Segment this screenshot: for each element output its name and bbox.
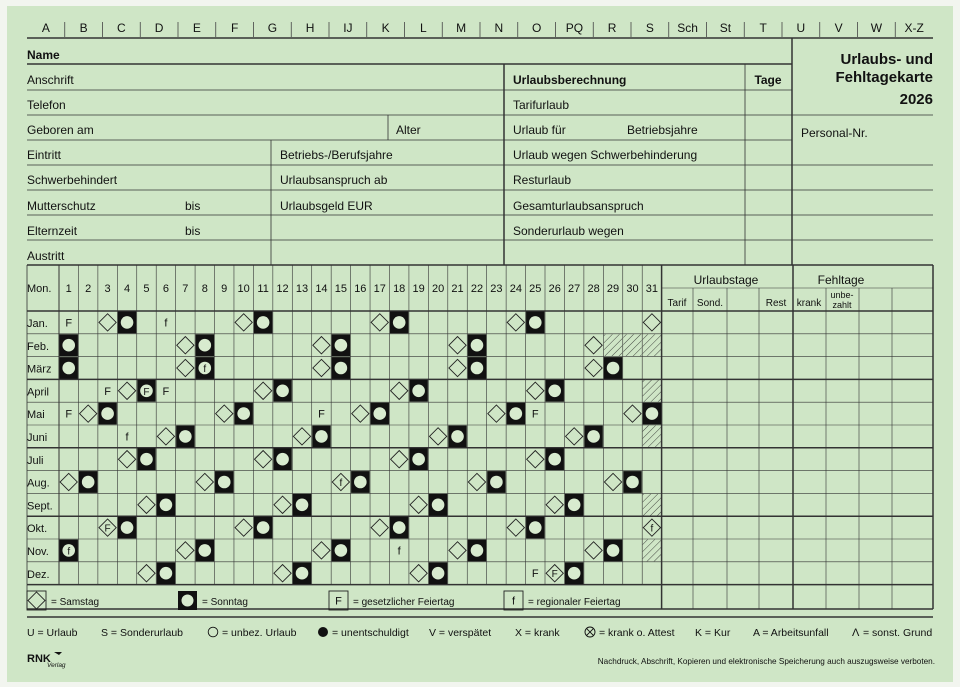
- saturday-diamond: [546, 496, 563, 513]
- sunday-circle-icon: [490, 476, 503, 489]
- sunday-circle-icon: [257, 316, 270, 329]
- sunday-circle-icon: [257, 521, 270, 534]
- unbez-circle-icon: [208, 627, 218, 637]
- saturday-diamond: [643, 314, 660, 331]
- unbezahlt-subheading-1: unbe-: [830, 290, 854, 300]
- copyright-notice: Nachdruck, Abschrift, Kopieren und elektronische Speicherung auch auszugsweise verboten.: [597, 657, 935, 666]
- saturday-diamond: [449, 337, 466, 354]
- mon-label: Mon.: [27, 283, 52, 295]
- holiday-mark: f: [164, 317, 168, 330]
- code-sonst: = sonst. Grund: [863, 627, 933, 639]
- saturday-diamond: [235, 519, 252, 536]
- sunday-circle-icon: [393, 316, 406, 329]
- month-label: Juni: [27, 432, 48, 444]
- month-label: April: [27, 386, 50, 399]
- legend-sonntag-text: = Sonntag: [202, 597, 248, 608]
- month-label: Sept.: [27, 500, 53, 513]
- holiday-mark: F: [65, 317, 73, 330]
- saturday-diamond: [391, 451, 408, 468]
- day-number: 30: [626, 283, 639, 295]
- saturday-diamond: [429, 428, 446, 445]
- name-label: Name: [27, 48, 60, 62]
- title-year: 2026: [899, 91, 933, 108]
- sunday-circle-icon: [471, 544, 484, 557]
- month-label: Nov.: [27, 546, 49, 558]
- title-line1: Urlaubs- und: [840, 51, 933, 68]
- day-number: 1: [65, 283, 72, 295]
- holiday-mark: F: [104, 523, 111, 535]
- saturday-diamond: [585, 359, 602, 376]
- day-number: 21: [451, 283, 464, 295]
- saturday-diamond: [313, 359, 330, 376]
- sunday-circle-icon: [335, 339, 348, 352]
- title-line2: Fehltagekarte: [835, 69, 933, 86]
- day-number: 2: [85, 283, 92, 295]
- tarif-subheading: Tarif: [667, 298, 687, 309]
- codes-row: [27, 617, 933, 639]
- urlaubsgeld-label: Urlaubsgeld EUR: [280, 199, 373, 213]
- code-krank: X = krank: [515, 627, 560, 639]
- personal-data-labels: [27, 48, 933, 263]
- sunday-circle-icon: [529, 316, 542, 329]
- sunday-circle-icon: [315, 430, 328, 443]
- saturday-diamond: [118, 382, 135, 399]
- legend-sonntag-circle: [182, 595, 194, 607]
- saturday-diamond: [527, 382, 544, 399]
- sunday-circle-icon: [296, 499, 309, 512]
- geboren-label: Geboren am: [27, 123, 94, 137]
- gesamturlaub-label: Gesamturlaubsanspruch: [513, 199, 644, 213]
- saturday-diamond: [585, 337, 602, 354]
- rnk-logo-sub: Verlag: [47, 662, 66, 669]
- letter-tab: F: [230, 21, 239, 35]
- saturday-diamond: [391, 382, 408, 399]
- holiday-mark: f: [339, 478, 343, 489]
- logo-swoosh-icon: [54, 652, 62, 655]
- schwerbehindert-label: Schwerbehindert: [27, 173, 118, 187]
- month-label: Jan.: [27, 318, 48, 330]
- day-number: 11: [257, 283, 269, 295]
- day-number: 28: [587, 283, 600, 295]
- sunday-circle-icon: [471, 339, 484, 352]
- day-number: 23: [490, 283, 503, 295]
- day-number: 17: [373, 283, 386, 295]
- saturday-diamond: [254, 382, 271, 399]
- saturday-diamond: [507, 519, 524, 536]
- sunday-circle-icon: [354, 476, 367, 489]
- holiday-mark: F: [65, 408, 73, 421]
- urlaubsberechnung-heading: Urlaubsberechnung: [513, 73, 627, 87]
- austritt-label: Austritt: [27, 249, 65, 263]
- legend-samstag-box: [27, 591, 46, 610]
- sunday-circle-icon: [218, 476, 231, 489]
- day-number: 7: [182, 283, 189, 295]
- sunday-circle-icon: [626, 476, 639, 489]
- sond-subheading: Sond.: [696, 298, 724, 309]
- day-number: 26: [548, 283, 561, 295]
- letter-tab: L: [420, 21, 427, 35]
- sunday-circle-icon: [62, 362, 75, 375]
- sunday-circle-icon: [296, 567, 309, 580]
- saturday-diamond: [196, 473, 213, 490]
- invalid-day-cell: [643, 494, 661, 516]
- sunday-circle-icon: [62, 339, 75, 352]
- day-number: 25: [529, 283, 542, 295]
- sunday-circle-icon: [568, 499, 581, 512]
- sunday-circle-icon: [121, 316, 134, 329]
- month-label: Dez.: [27, 568, 50, 581]
- elternzeit-bis-label: bis: [185, 224, 201, 238]
- day-number: 18: [393, 283, 406, 295]
- holiday-mark: F: [162, 385, 170, 398]
- elternzeit-label: Elternzeit: [27, 224, 78, 238]
- saturday-diamond: [371, 519, 388, 536]
- saturday-diamond: [60, 473, 77, 490]
- sunday-circle-icon: [432, 499, 445, 512]
- sunday-circle-icon: [646, 407, 659, 420]
- holiday-mark: F: [531, 568, 539, 581]
- sunday-circle-icon: [335, 362, 348, 375]
- code-unbez: = unbez. Urlaub: [222, 627, 297, 639]
- sunday-circle-icon: [412, 385, 425, 398]
- sonderurlaub-label: Sonderurlaub wegen: [513, 224, 624, 238]
- saturday-diamond: [177, 337, 194, 354]
- sunday-circle-icon: [276, 453, 289, 466]
- day-number: 10: [237, 283, 250, 295]
- holiday-mark: f: [203, 364, 207, 375]
- saturday-diamond: [235, 314, 252, 331]
- sunday-circle-icon: [529, 521, 542, 534]
- letter-tab: G: [267, 21, 278, 35]
- day-number: 29: [606, 283, 620, 295]
- saturday-diamond: [118, 451, 135, 468]
- day-number: 16: [354, 283, 367, 295]
- saturday-diamond: [177, 542, 194, 559]
- code-kur: K = Kur: [695, 627, 731, 639]
- rest-subheading: Rest: [765, 298, 787, 309]
- holiday-mark: F: [104, 385, 111, 398]
- month-label: Okt.: [27, 523, 48, 536]
- month-label: Aug.: [27, 477, 50, 490]
- saturday-diamond: [313, 337, 330, 354]
- day-number: 14: [315, 283, 328, 295]
- letter-tab: IJ: [343, 21, 353, 35]
- betriebsjahre-label: Betriebsjahre: [627, 123, 698, 137]
- holiday-mark: f: [67, 546, 71, 558]
- summary-headers: [668, 273, 865, 310]
- code-krank-o-attest: = krank o. Attest: [599, 627, 675, 639]
- code-sonderurlaub: S = Sonderurlaub: [101, 627, 184, 639]
- legend-feiertag-symbol: F: [335, 595, 342, 608]
- sunday-circle-icon: [607, 544, 620, 557]
- sunday-circle-icon: [451, 430, 464, 443]
- saturday-diamond: [604, 473, 621, 490]
- letter-tab: E: [192, 21, 201, 35]
- sunday-circle-icon: [607, 362, 620, 375]
- mutterschutz-label: Mutterschutz: [27, 199, 96, 213]
- month-label: März: [27, 363, 52, 376]
- resturlaub-label: Resturlaub: [513, 173, 572, 187]
- sunday-circle-icon: [160, 499, 173, 512]
- saturday-diamond: [624, 405, 641, 422]
- legend-samstag-diamond: [28, 592, 45, 609]
- month-label: Feb.: [27, 340, 50, 353]
- unent-dot-icon: [318, 627, 328, 637]
- personal-nr-label: Personal-Nr.: [801, 126, 868, 140]
- letter-tab: O: [531, 21, 542, 35]
- sunday-circle-icon: [548, 385, 561, 398]
- month-label: Juli: [27, 454, 44, 467]
- sunday-circle-icon: [199, 339, 212, 352]
- sunday-circle-icon: [548, 453, 561, 466]
- letter-tab: T: [759, 21, 767, 35]
- day-number: 9: [221, 283, 228, 295]
- sunday-circle-icon: [510, 407, 523, 420]
- day-number: 8: [201, 283, 208, 295]
- mutterschutz-bis-label: bis: [185, 199, 201, 213]
- sunday-circle-icon: [237, 407, 250, 420]
- holiday-mark: f: [125, 431, 129, 444]
- krank-ohne-attest-icon: [585, 627, 595, 637]
- saturday-diamond: [274, 496, 291, 513]
- saturday-diamond: [410, 565, 427, 582]
- sunday-circle-icon: [432, 567, 445, 580]
- urlaubsanspruch-ab-label: Urlaubsanspruch ab: [280, 173, 388, 187]
- letter-tab: A: [41, 21, 50, 35]
- footer: [27, 652, 935, 669]
- sunday-circle-icon: [276, 385, 289, 398]
- letter-tab: Sch: [677, 21, 698, 35]
- saturday-diamond: [138, 565, 155, 582]
- saturday-diamond: [371, 314, 388, 331]
- saturday-diamond: [254, 451, 271, 468]
- invalid-day-cell: [643, 540, 661, 562]
- letter-tab: B: [79, 21, 88, 35]
- sunday-circle-icon: [82, 476, 95, 489]
- saturday-diamond: [507, 314, 524, 331]
- fehltage-heading: Fehltage: [817, 273, 865, 287]
- legend-row: [27, 591, 621, 610]
- sunday-circle-icon: [471, 362, 484, 375]
- invalid-day-cell: [643, 426, 661, 448]
- sunday-circle-icon: [587, 430, 600, 443]
- lambda-icon: Λ: [852, 627, 860, 639]
- letter-tab: X-Z: [904, 21, 924, 35]
- code-verspaetet: V = verspätet: [429, 627, 492, 639]
- saturday-diamond: [527, 451, 544, 468]
- saturday-diamond: [157, 428, 174, 445]
- alphabet-index: [42, 21, 924, 37]
- day-number: 4: [123, 283, 131, 295]
- letter-tab: V: [834, 21, 843, 35]
- month-label: Mai: [27, 409, 45, 422]
- saturday-diamond: [80, 405, 97, 422]
- day-number: 22: [470, 283, 484, 295]
- letter-tab: K: [381, 21, 390, 35]
- telefon-label: Telefon: [27, 98, 66, 112]
- saturday-diamond: [177, 359, 194, 376]
- saturday-diamond: [449, 542, 466, 559]
- saturday-diamond: [99, 314, 116, 331]
- sunday-circle-icon: [393, 521, 406, 534]
- day-number: 27: [568, 283, 581, 295]
- saturday-diamond: [216, 405, 233, 422]
- sunday-circle-icon: [140, 453, 153, 466]
- saturday-diamond: [410, 496, 427, 513]
- day-number: 24: [509, 283, 522, 295]
- day-number: 13: [295, 283, 309, 295]
- saturday-diamond: [293, 428, 310, 445]
- tarifurlaub-label: Tarifurlaub: [513, 98, 570, 112]
- letter-tab: St: [719, 21, 732, 35]
- urlaub-fuer-label: Urlaub für: [513, 123, 566, 137]
- code-unent: = unentschuldigt: [332, 627, 409, 639]
- saturday-diamond: [313, 542, 330, 559]
- anschrift-label: Anschrift: [27, 73, 74, 87]
- invalid-day-cell: [623, 334, 641, 356]
- day-number: 19: [412, 283, 425, 295]
- letter-tab: S: [645, 21, 654, 35]
- letter-tab: C: [117, 21, 126, 35]
- invalid-day-cell: [643, 380, 661, 402]
- saturday-diamond: [274, 565, 291, 582]
- legend-regional-symbol: f: [511, 595, 516, 608]
- saturday-diamond: [585, 542, 602, 559]
- holiday-mark: F: [551, 569, 558, 581]
- sunday-circle-icon: [568, 567, 581, 580]
- day-number: 20: [431, 283, 445, 295]
- code-arbeitsunfall: A = Arbeitsunfall: [753, 627, 829, 639]
- sunday-circle-icon: [199, 544, 212, 557]
- holiday-mark: F: [318, 408, 325, 421]
- saturday-diamond: [488, 405, 505, 422]
- top-form-lines: [27, 38, 933, 265]
- saturday-diamond: [352, 405, 369, 422]
- berufsjahre-label: Betriebs-/Berufsjahre: [280, 148, 393, 162]
- leave-card: [7, 6, 953, 682]
- holiday-mark: F: [143, 386, 150, 398]
- card-form: [7, 6, 953, 682]
- rnk-logo: RNK: [27, 653, 51, 665]
- unbezahlt-subheading-2: zahlt: [832, 300, 852, 310]
- holiday-mark: f: [650, 523, 654, 535]
- letter-tab: R: [607, 21, 617, 35]
- sunday-circle-icon: [412, 453, 425, 466]
- tage-heading: Tage: [754, 73, 782, 87]
- letter-tab: U: [796, 21, 806, 35]
- letter-tab: M: [456, 21, 467, 35]
- saturday-diamond: [449, 359, 466, 376]
- sunday-circle-icon: [335, 544, 348, 557]
- day-number: 15: [334, 283, 348, 295]
- saturday-diamond: [468, 473, 485, 490]
- letter-tab: W: [870, 21, 883, 35]
- invalid-day-cell: [604, 334, 622, 356]
- sunday-circle-icon: [160, 567, 173, 580]
- legend-regional-text: = regionaler Feiertag: [528, 597, 621, 608]
- letter-tab: N: [494, 21, 504, 35]
- day-number: 6: [162, 283, 169, 295]
- holiday-mark: F: [531, 408, 539, 421]
- invalid-day-cell: [643, 334, 661, 356]
- day-number: 5: [143, 283, 150, 295]
- sunday-circle-icon: [179, 430, 192, 443]
- day-number: 12: [276, 283, 289, 295]
- legend-feiertag-text: = gesetzlicher Feiertag: [353, 597, 455, 608]
- urlaubstage-heading: Urlaubstage: [693, 273, 759, 287]
- code-urlaub: U = Urlaub: [27, 627, 78, 639]
- letter-tab: D: [154, 21, 164, 35]
- schwerbehinderung-label: Urlaub wegen Schwerbehinderung: [513, 148, 698, 162]
- day-number: 31: [645, 283, 659, 295]
- letter-tab: PQ: [565, 21, 584, 35]
- legend-samstag-text: = Samstag: [51, 597, 100, 608]
- sunday-circle-icon: [101, 407, 114, 420]
- sunday-circle-icon: [121, 521, 134, 534]
- saturday-diamond: [566, 428, 583, 445]
- krank-subheading: krank: [796, 298, 822, 309]
- eintritt-label: Eintritt: [27, 148, 62, 162]
- alter-label: Alter: [396, 123, 421, 137]
- sunday-circle-icon: [373, 407, 386, 420]
- letter-tab: H: [305, 21, 315, 35]
- saturday-diamond: [138, 496, 155, 513]
- holiday-mark: f: [397, 545, 401, 558]
- day-number: 3: [104, 283, 111, 295]
